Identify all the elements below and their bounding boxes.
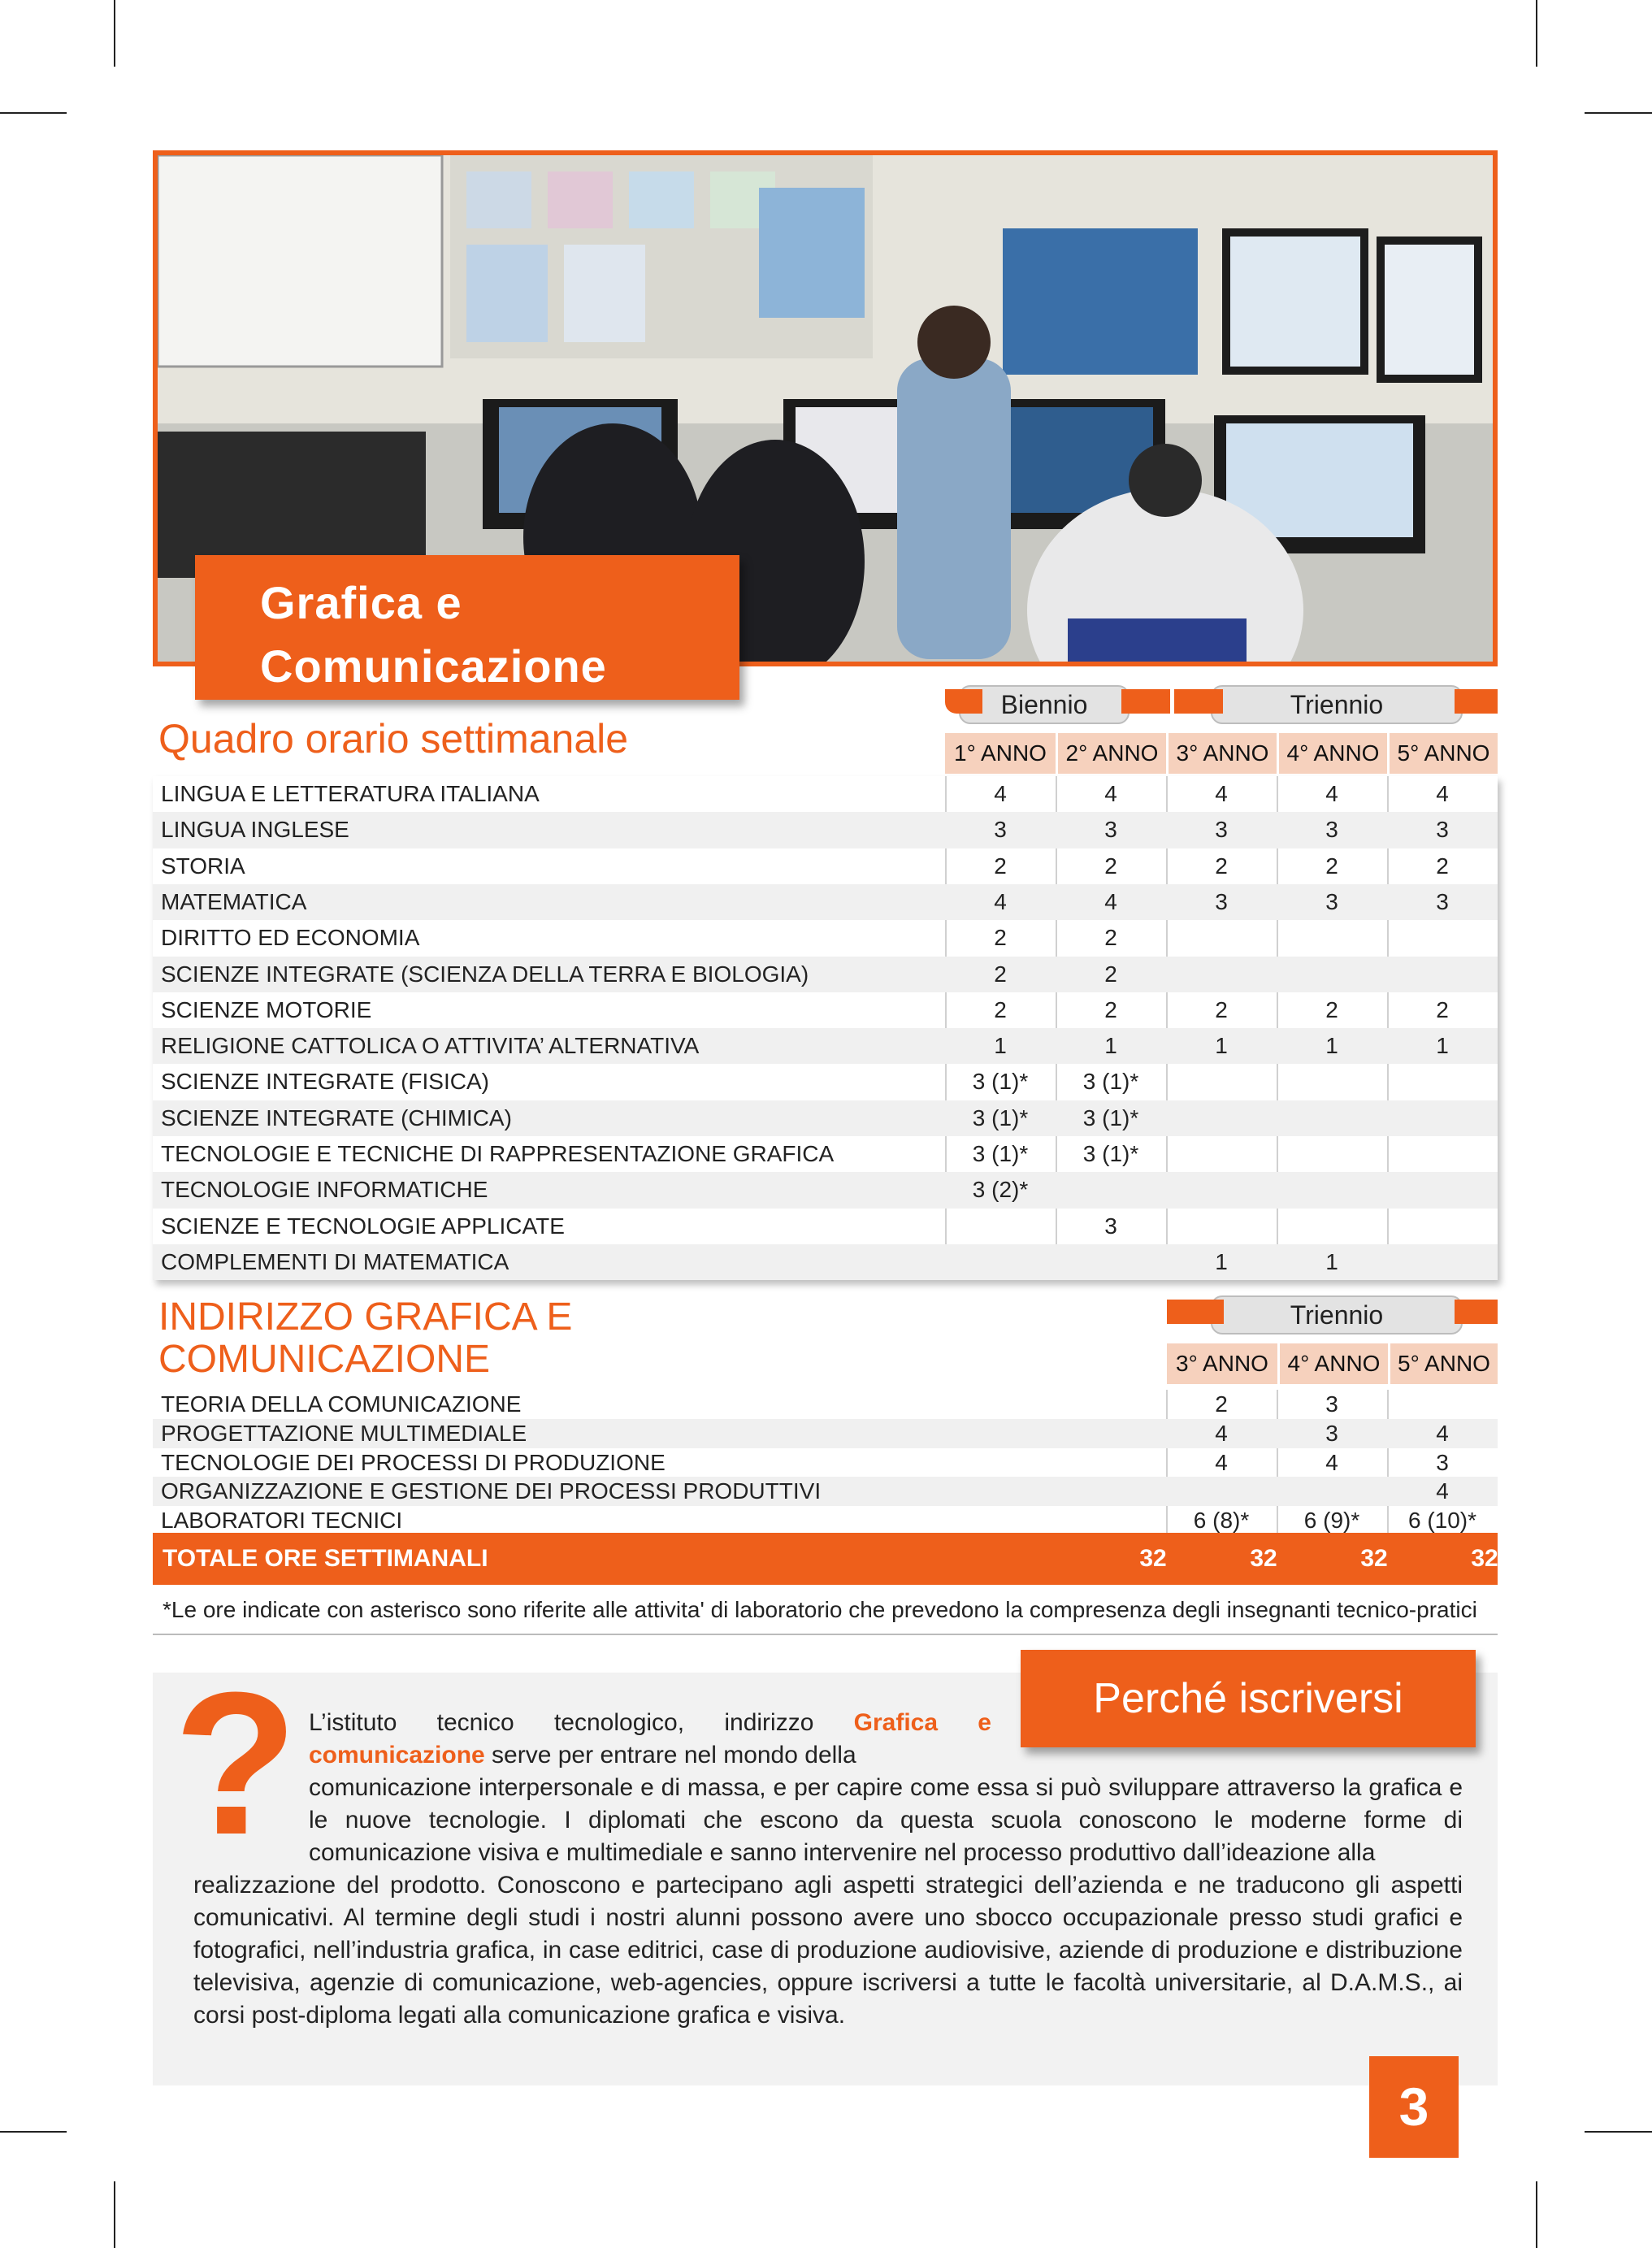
hours-value: 1 [1215, 1248, 1228, 1274]
hours-value: 3 [1436, 888, 1449, 914]
why-highlight: Grafica e comunicazione [309, 1709, 991, 1768]
hours-value: 1 [1104, 1033, 1117, 1059]
schedule-heading: Quadro orario settimanale [158, 716, 629, 762]
hours-value: 4 [994, 781, 1007, 806]
page-title-box [195, 555, 739, 700]
hours-value: 3 [1436, 817, 1449, 843]
year-label: 5° ANNO [1388, 1343, 1498, 1384]
table-row [153, 1477, 1498, 1506]
tab-accent [1121, 689, 1170, 714]
indirizzo-heading-line2: COMUNICAZIONE [158, 1338, 490, 1381]
subject-name: SCIENZE E TECNOLOGIE APPLICATE [161, 1213, 565, 1239]
subject-name: DIRITTO ED ECONOMIA [161, 925, 420, 951]
table-row [153, 812, 1498, 848]
hours-value: 1 [1436, 1033, 1449, 1059]
year-label: 5° ANNO [1387, 733, 1498, 774]
crop-mark [114, 2181, 115, 2248]
tab-accent [1167, 1300, 1224, 1324]
year-label: 1° ANNO [945, 733, 1056, 774]
hours-value: 3 [1215, 817, 1228, 843]
total-value: 32 [1581, 1545, 1609, 1572]
total-value: 32 [1250, 1545, 1277, 1572]
year-label: 4° ANNO [1277, 1343, 1388, 1384]
hours-value: 2 [1436, 996, 1449, 1022]
hours-value: 4 [1215, 1449, 1228, 1475]
hours-value: 2 [994, 925, 1007, 951]
crop-mark [1585, 112, 1652, 114]
subject-name: TECNOLOGIE INFORMATICHE [161, 1177, 488, 1203]
tab-accent [1174, 689, 1223, 714]
hours-value: 3 (1)* [1082, 1069, 1139, 1095]
page-number: 3 [1369, 2056, 1459, 2158]
hours-value: 2 [1104, 853, 1117, 879]
hours-value: 3 (1)* [972, 1069, 1029, 1095]
hours-value: 4 [1215, 1420, 1228, 1446]
hours-value: 3 (1)* [1082, 1141, 1139, 1166]
year-label: 2° ANNO [1056, 733, 1166, 774]
hours-value: 2 [1104, 961, 1117, 987]
crop-mark [1536, 0, 1537, 67]
tab-accent [1455, 1300, 1498, 1324]
hours-value: 6 (8)* [1193, 1508, 1250, 1534]
hours-value: 4 [1104, 781, 1117, 806]
hours-value: 3 [994, 817, 1007, 843]
page-title-line2: Comunicazione [260, 640, 607, 692]
triennio-tab-2: Triennio [1211, 1295, 1463, 1334]
hours-value: 1 [1215, 1033, 1228, 1059]
why-text: L’istituto tecnico tecnologico, indirizzo [309, 1709, 854, 1736]
hours-value: 2 [1104, 925, 1117, 951]
hours-value: 2 [1104, 996, 1117, 1022]
hours-value: 4 [1436, 1478, 1449, 1504]
table-row [153, 992, 1498, 1028]
hours-value: 1 [1325, 1248, 1338, 1274]
crop-mark [0, 2131, 67, 2133]
table-row [153, 1448, 1498, 1478]
subject-name: SCIENZE INTEGRATE (FISICA) [161, 1069, 489, 1095]
subject-name: SCIENZE INTEGRATE (SCIENZA DELLA TERRA E BIOLOGIA) [161, 961, 809, 987]
hours-value: 2 [1436, 853, 1449, 879]
table-row [153, 884, 1498, 920]
triennio-tab: Triennio [1211, 685, 1463, 724]
hours-value: 3 [1215, 888, 1228, 914]
hours-value: 4 [1215, 781, 1228, 806]
subject-name: TEORIA DELLA COMUNICAZIONE [161, 1391, 522, 1417]
year-header [945, 733, 1498, 774]
subject-name: STORIA [161, 853, 245, 879]
hours-value: 3 [1325, 1391, 1338, 1417]
indirizzo-heading-line1: INDIRIZZO GRAFICA E [158, 1295, 573, 1339]
subject-name: RELIGIONE CATTOLICA O ATTIVITA’ ALTERNATIVA [161, 1033, 700, 1059]
hours-value: 4 [994, 888, 1007, 914]
subject-name: ORGANIZZAZIONE E GESTIONE DEI PROCESSI PRODUTTIVI [161, 1478, 822, 1504]
crop-mark [114, 0, 115, 67]
table-row [153, 1100, 1498, 1136]
hours-value: 3 [1325, 1420, 1338, 1446]
subject-name: SCIENZE MOTORIE [161, 996, 372, 1022]
table-row [153, 1419, 1498, 1448]
table-row [153, 1506, 1498, 1535]
crop-mark [1536, 2181, 1537, 2248]
hours-value: 2 [1325, 996, 1338, 1022]
hours-value: 3 (1)* [972, 1141, 1029, 1166]
indirizzo-table [153, 1390, 1498, 1533]
subject-name: LINGUA INGLESE [161, 817, 349, 843]
subject-name: SCIENZE INTEGRATE (CHIMICA) [161, 1104, 512, 1131]
table-row [153, 957, 1498, 992]
subject-name: PROGETTAZIONE MULTIMEDIALE [161, 1420, 527, 1446]
year-label: 3° ANNO [1166, 733, 1277, 774]
biennio-tab: Biennio [959, 685, 1130, 724]
table-row [153, 1172, 1498, 1208]
year-label: 4° ANNO [1277, 733, 1387, 774]
tab-accent [1455, 689, 1498, 714]
table-row [153, 1390, 1498, 1419]
hours-value: 3 [1325, 888, 1338, 914]
hours-value: 4 [1325, 1449, 1338, 1475]
hours-value: 2 [994, 996, 1007, 1022]
hours-value: 2 [994, 961, 1007, 987]
tab-accent [945, 689, 982, 714]
crop-mark [0, 112, 67, 114]
subject-name: MATEMATICA [161, 888, 307, 914]
hours-value: 3 (2)* [972, 1177, 1029, 1203]
total-value: 32 [1471, 1545, 1498, 1572]
crop-mark [1585, 2131, 1652, 2133]
table-row [153, 1028, 1498, 1064]
question-mark-icon: ? [173, 1650, 298, 1877]
hours-value: 1 [994, 1033, 1007, 1059]
hours-value: 3 (1)* [1082, 1104, 1139, 1131]
hours-value: 6 (9)* [1303, 1508, 1360, 1534]
subject-name: COMPLEMENTI DI MATEMATICA [161, 1248, 509, 1274]
hours-value: 3 [1325, 817, 1338, 843]
subject-name: LINGUA E LETTERATURA ITALIANA [161, 781, 540, 806]
subject-name: TECNOLOGIE DEI PROCESSI DI PRODUZIONE [161, 1449, 666, 1475]
hours-value: 4 [1104, 888, 1117, 914]
table-row [153, 1064, 1498, 1100]
table-row [153, 1136, 1498, 1172]
hours-value: 3 [1436, 1449, 1449, 1475]
hours-value: 2 [1325, 853, 1338, 879]
hours-value: 3 (1)* [972, 1104, 1029, 1131]
hours-value: 3 [1104, 817, 1117, 843]
subject-name: TECNOLOGIE E TECNICHE DI RAPPRESENTAZIONE GRAFICA [161, 1141, 835, 1166]
table-row [153, 1244, 1498, 1280]
hours-value: 4 [1436, 781, 1449, 806]
year-label: 3° ANNO [1167, 1343, 1277, 1384]
why-paragraph-3: realizzazione del prodotto. Conoscono e partecipano agli aspetti strategici dell’azienda e ne traducono gli aspetti comunicativi. Al termine degli studi i nostri alunni possono avere uno sbocco occupazionale presso studi grafici e fotografici, nell’industria grafica, in case editrici, case di produzione audiovisive, aziende di produzione e distribuzione televisiva, agenzie di comunicazione, web-agencies, oppure iscriversi a tutte le facoltà universitarie, al D.A.M.S., ai corsi post-diploma legati alla comunicazione grafica e visiva. [193, 1872, 1463, 2029]
hours-value: 3 [1104, 1213, 1117, 1239]
hours-value: 4 [1325, 781, 1338, 806]
hours-value: 2 [1215, 853, 1228, 879]
hours-value: 4 [1436, 1420, 1449, 1446]
table-row [153, 1209, 1498, 1244]
hours-value: 2 [994, 853, 1007, 879]
year-header-2 [1167, 1343, 1498, 1384]
page-title-line1: Grafica e [260, 577, 462, 628]
why-paragraph-1 [309, 1707, 991, 1772]
total-label: TOTALE ORE SETTIMANALI [163, 1545, 488, 1572]
hours-value: 1 [1325, 1033, 1338, 1059]
hours-value: 6 (10)* [1407, 1508, 1477, 1534]
why-enroll-badge: Perché iscriversi [1021, 1650, 1476, 1747]
table-row [153, 848, 1498, 884]
total-value: 32 [1360, 1545, 1388, 1572]
why-text: serve per entrare nel mondo della [484, 1742, 856, 1768]
footnote: *Le ore indicate con asterisco sono riferite alle attivita' di laboratorio che prevedono la compresenza degli insegnanti tecnico-pratici [153, 1585, 1498, 1635]
why-paragraph-2: comunicazione interpersonale e di massa, e per capire come essa si può sviluppare attraverso la grafica e le nuove tecnologie. I diplomati che escono da questa scuola conoscono le moderne forme di comunicazione visiva e multimediale e sanno intervenire nel processo produttivo dall’ideazione alla [309, 1774, 1463, 1866]
table-row [153, 776, 1498, 812]
hours-value: 2 [1215, 996, 1228, 1022]
subject-name: LABORATORI TECNICI [161, 1508, 403, 1534]
hours-value: 2 [1215, 1391, 1228, 1417]
total-value: 32 [1139, 1545, 1167, 1572]
total-row [153, 1533, 1609, 1585]
schedule-table [153, 776, 1498, 1280]
table-row [153, 920, 1498, 956]
